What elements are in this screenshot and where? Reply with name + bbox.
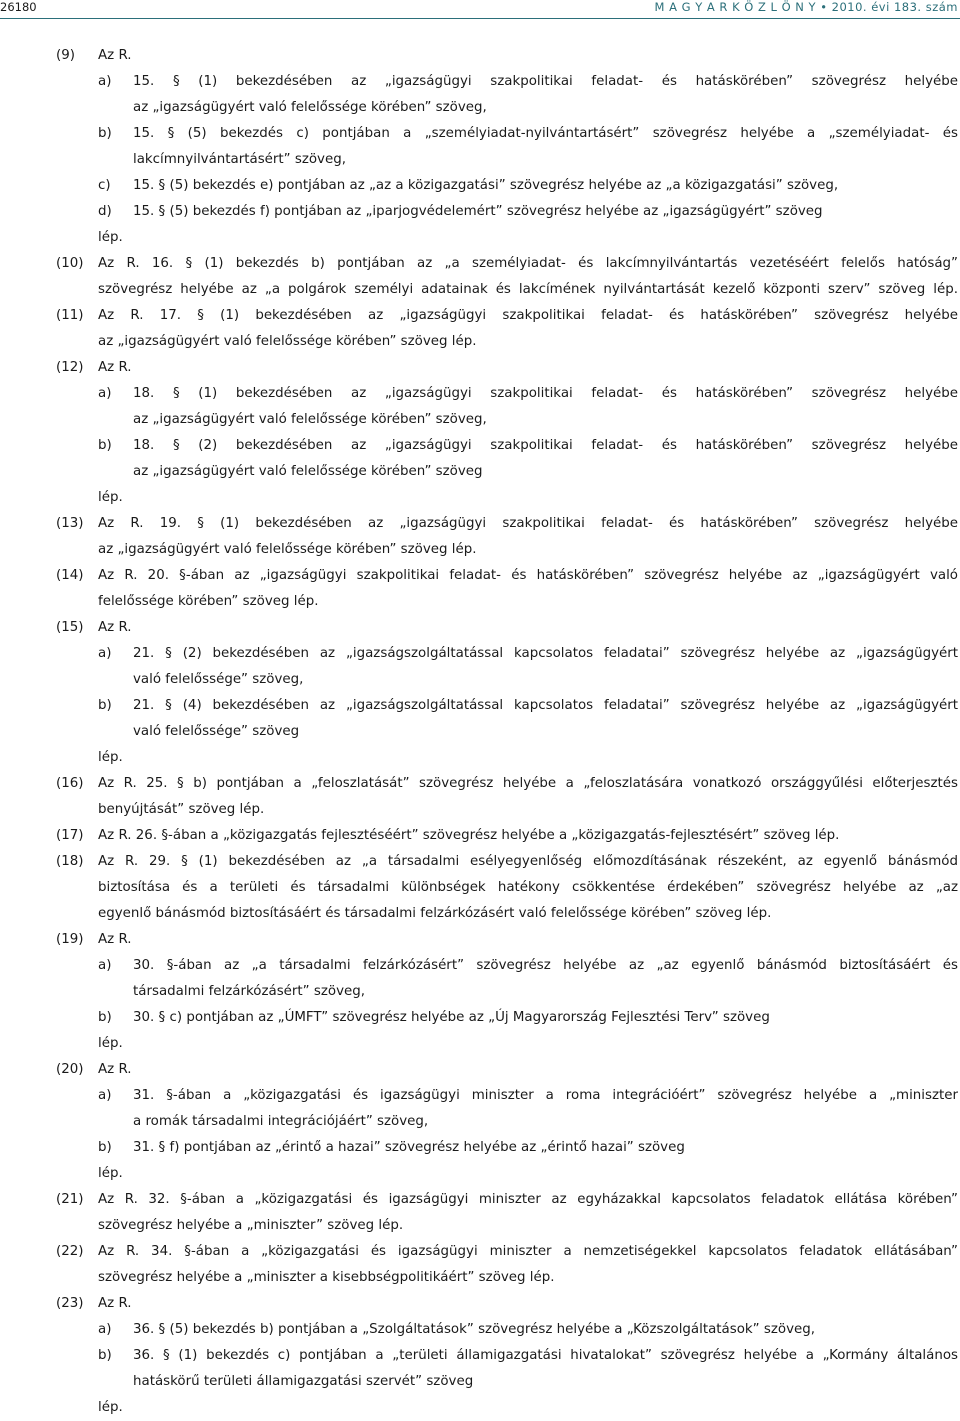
text-line	[0, 303, 958, 329]
closing-text: lép.	[98, 1400, 123, 1415]
subitem-text: 31. § f) pontjában az „érintő a hazai” szövegrész helyébe az „érintő hazai” szöveg	[133, 1140, 685, 1155]
text-line	[0, 1161, 958, 1187]
subitem-text-continued: való felelőssége” szöveg	[133, 724, 300, 739]
text-line	[0, 381, 958, 407]
subitem-label: b)	[98, 126, 112, 141]
item-number: (19)	[56, 932, 84, 947]
subitem-label: a)	[98, 646, 112, 661]
text-line	[0, 95, 958, 121]
subitem-label: b)	[98, 438, 112, 453]
subitem-text: 18. § (2) bekezdésében az „igazságügyi szakpolitikai feladat- és hatáskörében” szövegrész helyébe	[133, 438, 958, 453]
item-number: (18)	[56, 854, 84, 869]
text-line	[0, 147, 958, 173]
subitem-text: 21. § (2) bekezdésében az „igazságszolgáltatással kapcsolatos feladatai” szövegrész helyébe az „igazságügyért	[133, 646, 958, 661]
subitem-label: a)	[98, 386, 112, 401]
item-text: Az R. 34. §-ában a „közigazgatási és igazságügyi miniszter a nemzetiségekkel kapcsolatos feladatok ellátásában”	[98, 1244, 958, 1259]
text-line	[0, 433, 958, 459]
item-number: (12)	[56, 360, 84, 375]
subitem-text-continued: való felelőssége” szöveg,	[133, 672, 304, 687]
item-text: Az R. 29. § (1) bekezdésében az „a társadalmi esélyegyenlőség előmozdításának részeként, az egyenlő bánásmód	[98, 854, 958, 869]
text-line	[0, 953, 958, 979]
item-text: Az R. 20. §-ában az „igazságügyi szakpolitikai feladat- és hatáskörében” szövegrész helyébe az „igazságügyért való	[98, 568, 958, 583]
text-line	[0, 537, 958, 563]
subitem-text: 15. § (1) bekezdésében az „igazságügyi szakpolitikai feladat- és hatáskörében” szövegrész helyébe	[133, 74, 958, 89]
text-line	[0, 173, 958, 199]
subitem-label: a)	[98, 958, 112, 973]
item-text-continued: felelőssége körében” szöveg lép.	[98, 594, 319, 609]
subitem-text: 30. § c) pontjában az „ÚMFT” szövegrész helyébe az „Új Magyarország Fejlesztési Terv” szöveg	[133, 1010, 770, 1025]
text-line	[0, 797, 958, 823]
subitem-text-continued: társadalmi felzárkózásért” szöveg,	[133, 984, 365, 999]
text-line	[0, 1083, 958, 1109]
text-line	[0, 1369, 958, 1395]
subitem-text: 30. §-ában az „a társadalmi felzárkózásért” szövegrész helyébe az „az egyenlő bánásmód biztosításáért és	[133, 958, 958, 973]
item-number: (11)	[56, 308, 84, 323]
item-number: (17)	[56, 828, 84, 843]
text-line	[0, 511, 958, 537]
item-text-continued: szövegrész helyébe a „miniszter a kisebbségpolitikáért” szöveg lép.	[98, 1270, 555, 1285]
text-line	[0, 1005, 958, 1031]
subitem-label: d)	[98, 204, 112, 219]
text-line	[0, 563, 958, 589]
text-line	[0, 615, 958, 641]
text-line	[0, 1031, 958, 1057]
text-line	[0, 641, 958, 667]
item-text: Az R.	[98, 48, 132, 63]
item-text: Az R.	[98, 1062, 132, 1077]
subitem-text: 15. § (5) bekezdés c) pontjában a „személyiadat-nyilvántartásért” szövegrész helyébe a „személyiadat- és	[133, 126, 958, 141]
text-line	[0, 1265, 958, 1291]
item-number: (16)	[56, 776, 84, 791]
text-line	[0, 979, 958, 1005]
item-number: (13)	[56, 516, 84, 531]
text-line	[0, 199, 958, 225]
text-line	[0, 745, 958, 771]
item-text: Az R. 19. § (1) bekezdésében az „igazságügyi szakpolitikai feladat- és hatáskörében” szövegrész helyébe	[98, 516, 958, 531]
text-line	[0, 329, 958, 355]
text-line	[0, 121, 958, 147]
item-text-continued: egyenlő bánásmód biztosításáért és társadalmi felzárkózásért való felelőssége körében” szöveg lép.	[98, 906, 772, 921]
document-body	[0, 43, 958, 1421]
page-header	[0, 0, 960, 14]
item-text: Az R. 25. § b) pontjában a „feloszlatását” szövegrész helyébe a „feloszlatására vonatkozó országgyűlési előterjesztés	[98, 776, 958, 791]
text-line	[0, 407, 958, 433]
item-text-continued: szövegrész helyébe az „a polgárok személyi adatainak és lakcímének nyilvántartását kezelő központi szerv” szöveg lép.	[98, 282, 958, 297]
subitem-label: b)	[98, 1010, 112, 1025]
text-line	[0, 1135, 958, 1161]
text-line	[0, 875, 958, 901]
text-line	[0, 277, 958, 303]
subitem-text: 36. § (5) bekezdés b) pontjában a „Szolgáltatások” szövegrész helyébe a „Közszolgáltatások” szöveg,	[133, 1322, 815, 1337]
subitem-label: a)	[98, 1088, 112, 1103]
item-text: Az R. 32. §-ában a „közigazgatási és igazságügyi miniszter az egyházakkal kapcsolatos feladatok ellátása körében”	[98, 1192, 958, 1207]
text-line	[0, 1317, 958, 1343]
text-line	[0, 1343, 958, 1369]
item-text-continued: szövegrész helyébe a „miniszter” szöveg lép.	[98, 1218, 404, 1233]
subitem-text: 15. § (5) bekezdés e) pontjában az „az a közigazgatási” szövegrész helyébe az „a közigazgatási” szöveg,	[133, 178, 839, 193]
subitem-text: 21. § (4) bekezdésében az „igazságszolgáltatással kapcsolatos feladatai” szövegrész helyébe az „igazságügyért	[133, 698, 958, 713]
subitem-text-continued: a romák társadalmi integrációjáért” szöveg,	[133, 1114, 429, 1129]
text-line	[0, 1057, 958, 1083]
subitem-text: 36. § (1) bekezdés c) pontjában a „területi államigazgatási hivatalokat” szövegrész helyébe a „Kormány általános	[133, 1348, 958, 1363]
subitem-label: b)	[98, 698, 112, 713]
text-line	[0, 927, 958, 953]
item-number: (21)	[56, 1192, 84, 1207]
text-line	[0, 1239, 958, 1265]
text-line	[0, 589, 958, 615]
closing-text: lép.	[98, 230, 123, 245]
item-text-continued: az „igazságügyért való felelőssége körében” szöveg lép.	[98, 542, 477, 557]
subitem-label: a)	[98, 74, 112, 89]
subitem-text-continued: az „igazságügyért való felelőssége körében” szöveg	[133, 464, 483, 479]
text-line	[0, 901, 958, 927]
item-number: (14)	[56, 568, 84, 583]
item-text-continued: az „igazságügyért való felelőssége körében” szöveg lép.	[98, 334, 477, 349]
text-line	[0, 667, 958, 693]
item-text: Az R. 16. § (1) bekezdés b) pontjában az „a személyiadat- és lakcímnyilvántartás vezetéséért felelős hatóság”	[98, 256, 958, 271]
item-text: Az R.	[98, 360, 132, 375]
item-text: Az R. 26. §-ában a „közigazgatás fejlesztéséért” szövegrész helyébe a „közigazgatás-fejlesztésért” szöveg lép.	[98, 828, 840, 843]
closing-text: lép.	[98, 750, 123, 765]
text-line	[0, 849, 958, 875]
text-line	[0, 225, 958, 251]
text-line	[0, 1213, 958, 1239]
item-number: (9)	[56, 48, 75, 63]
item-text-continued: biztosítása és a területi és társadalmi különbségek hatékony csökkentése érdekében” szövegrész helyébe az „az	[98, 880, 958, 895]
text-line	[0, 693, 958, 719]
text-line	[0, 719, 958, 745]
header-divider	[0, 18, 960, 19]
text-line	[0, 1187, 958, 1213]
text-line	[0, 823, 958, 849]
subitem-label: b)	[98, 1140, 112, 1155]
subitem-text-continued: az „igazságügyért való felelőssége körében” szöveg,	[133, 100, 487, 115]
subitem-label: c)	[98, 178, 111, 193]
text-line	[0, 355, 958, 381]
item-text: Az R.	[98, 932, 132, 947]
text-line	[0, 1291, 958, 1317]
item-number: (10)	[56, 256, 84, 271]
text-line	[0, 251, 958, 277]
subitem-text: 18. § (1) bekezdésében az „igazságügyi szakpolitikai feladat- és hatáskörében” szövegrész helyébe	[133, 386, 958, 401]
subitem-label: b)	[98, 1348, 112, 1363]
text-line	[0, 43, 958, 69]
closing-text: lép.	[98, 1036, 123, 1051]
page-number: 26180	[0, 0, 37, 14]
subitem-text-continued: az „igazságügyért való felelőssége körében” szöveg,	[133, 412, 487, 427]
subitem-text-continued: lakcímnyilvántartásért” szöveg,	[133, 152, 346, 167]
closing-text: lép.	[98, 490, 123, 505]
text-line	[0, 1395, 958, 1421]
text-line	[0, 485, 958, 511]
item-text: Az R.	[98, 620, 132, 635]
item-number: (20)	[56, 1062, 84, 1077]
text-line	[0, 1109, 958, 1135]
item-number: (23)	[56, 1296, 84, 1311]
subitem-text-continued: hatáskörű területi államigazgatási szervét” szöveg	[133, 1374, 474, 1389]
publication-title: M A G Y A R K Ö Z L Ö N Y • 2010. évi 183. szám	[654, 0, 958, 14]
item-text: Az R.	[98, 1296, 132, 1311]
subitem-text: 15. § (5) bekezdés f) pontjában az „iparjogvédelemért” szövegrész helyébe az „igazságügyért” szöveg	[133, 204, 823, 219]
item-number: (15)	[56, 620, 84, 635]
closing-text: lép.	[98, 1166, 123, 1181]
subitem-label: a)	[98, 1322, 112, 1337]
item-text: Az R. 17. § (1) bekezdésében az „igazságügyi szakpolitikai feladat- és hatáskörében” szövegrész helyébe	[98, 308, 958, 323]
text-line	[0, 771, 958, 797]
text-line	[0, 459, 958, 485]
text-line	[0, 69, 958, 95]
item-number: (22)	[56, 1244, 84, 1259]
item-text-continued: benyújtását” szöveg lép.	[98, 802, 265, 817]
subitem-text: 31. §-ában a „közigazgatási és igazságügyi miniszter a roma integrációért” szövegrész helyébe a „miniszter	[133, 1088, 958, 1103]
